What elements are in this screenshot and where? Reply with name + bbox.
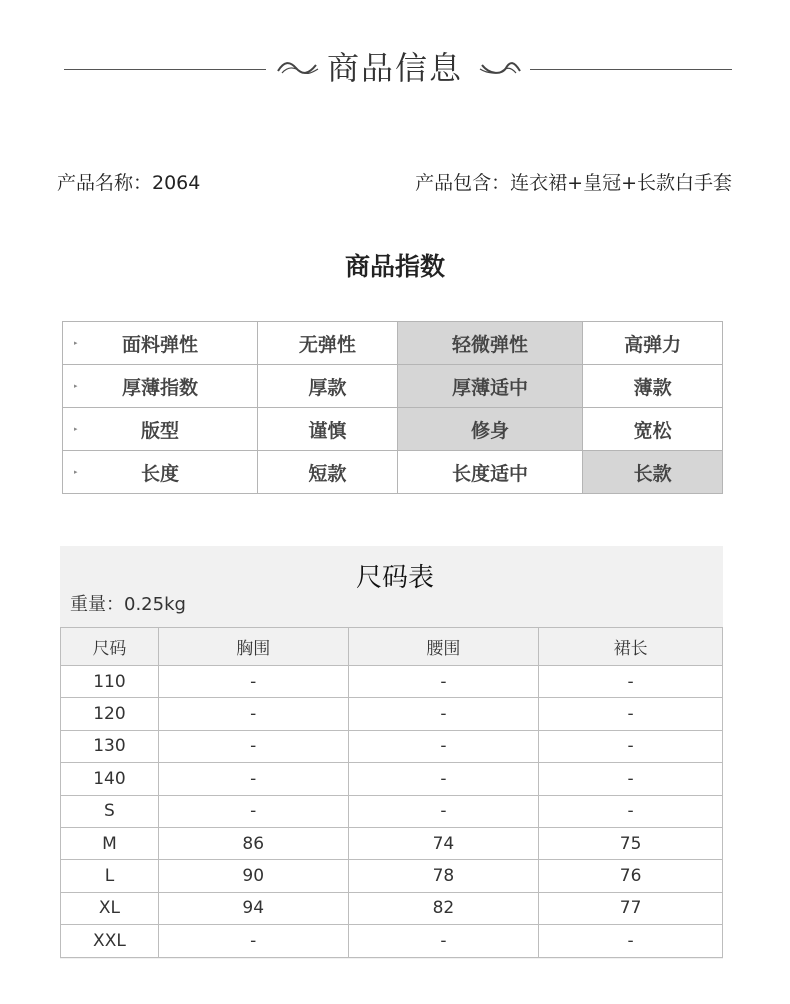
size-table-cell: 76	[539, 860, 723, 892]
size-table-cell: -	[348, 795, 539, 827]
size-table-cell: -	[539, 763, 723, 795]
size-table-cell: 77	[539, 892, 723, 924]
bullet-icon: ▸	[74, 425, 78, 433]
index-row	[63, 322, 723, 365]
size-table-row	[61, 698, 723, 730]
index-option-selected: 厚薄适中	[397, 365, 583, 408]
size-table-header-cell: 胸围	[158, 628, 348, 666]
index-row	[63, 365, 723, 408]
index-row-label	[63, 451, 258, 494]
product-index-table	[62, 321, 723, 494]
index-row-label	[63, 322, 258, 365]
size-table-cell: -	[539, 666, 723, 698]
index-label-text: 厚薄指数	[121, 376, 198, 399]
size-table-row	[61, 763, 723, 795]
size-table	[60, 627, 723, 958]
size-table-cell: 78	[348, 860, 539, 892]
size-table-cell: 75	[539, 827, 723, 859]
header-divider-right	[530, 69, 732, 70]
size-table-cell: -	[539, 925, 723, 957]
size-table-cell: -	[158, 698, 348, 730]
size-table-row	[61, 795, 723, 827]
size-table-row	[61, 730, 723, 762]
size-table-header	[61, 628, 723, 666]
index-option-selected: 修身	[397, 408, 583, 451]
size-table-cell: S	[61, 795, 159, 827]
index-option: 长度适中	[397, 451, 583, 494]
size-table-row	[61, 860, 723, 892]
size-table-cell: -	[158, 763, 348, 795]
size-table-cell: -	[348, 730, 539, 762]
size-chart-title: 尺码表	[355, 563, 434, 593]
index-label-text: 版型	[140, 419, 179, 442]
index-option: 高弹力	[583, 322, 723, 365]
size-table-cell: 94	[158, 892, 348, 924]
product-includes: 产品包含：连衣裙+皇冠+长款白手套	[415, 172, 732, 194]
size-table-row	[61, 892, 723, 924]
size-table-cell: 82	[348, 892, 539, 924]
size-table-cell: 74	[348, 827, 539, 859]
size-table-row	[61, 827, 723, 859]
bullet-icon: ▸	[74, 382, 78, 390]
size-table-cell: 120	[61, 698, 159, 730]
size-table-cell: -	[158, 666, 348, 698]
size-table-cell: -	[539, 730, 723, 762]
index-option: 谨慎	[258, 408, 398, 451]
index-label-text: 长度	[140, 462, 179, 485]
size-table-cell: L	[61, 860, 159, 892]
size-table-cell: -	[348, 698, 539, 730]
size-table-cell: -	[539, 795, 723, 827]
index-option: 薄款	[583, 365, 723, 408]
bullet-icon: ▸	[74, 468, 78, 476]
size-table-cell: 130	[61, 730, 159, 762]
size-table-header-cell: 裙长	[539, 628, 723, 666]
index-option-selected: 长款	[583, 451, 723, 494]
page-title: 商品信息	[326, 49, 463, 87]
index-option: 无弹性	[258, 322, 398, 365]
index-row	[63, 451, 723, 494]
header-divider-left	[64, 69, 266, 70]
size-table-cell: -	[348, 666, 539, 698]
index-row-label	[63, 408, 258, 451]
size-table-cell: -	[348, 925, 539, 957]
size-table-cell: -	[348, 763, 539, 795]
size-table-cell: 86	[158, 827, 348, 859]
index-option: 宽松	[583, 408, 723, 451]
flourish-left-icon	[276, 56, 320, 80]
size-table-row	[61, 666, 723, 698]
size-table-cell: -	[539, 698, 723, 730]
product-name: 产品名称：2064	[57, 172, 201, 194]
flourish-right-icon	[478, 56, 522, 80]
size-table-cell: XXL	[61, 925, 159, 957]
weight-label: 重量：0.25kg	[70, 594, 186, 615]
size-table-cell: -	[158, 730, 348, 762]
index-option-selected: 轻微弹性	[397, 322, 583, 365]
size-table-cell: M	[61, 827, 159, 859]
bullet-icon: ▸	[74, 339, 78, 347]
size-table-cell: -	[158, 925, 348, 957]
index-row	[63, 408, 723, 451]
size-table-cell: 140	[61, 763, 159, 795]
index-option: 厚款	[258, 365, 398, 408]
size-table-cell: -	[158, 795, 348, 827]
size-table-cell: 90	[158, 860, 348, 892]
size-table-header-cell: 尺码	[61, 628, 159, 666]
index-label-text: 面料弹性	[121, 333, 198, 356]
size-table-header-cell: 腰围	[348, 628, 539, 666]
size-table-cell: XL	[61, 892, 159, 924]
index-row-label	[63, 365, 258, 408]
size-table-row	[61, 925, 723, 957]
index-option: 短款	[258, 451, 398, 494]
size-table-cell: 110	[61, 666, 159, 698]
index-title: 商品指数	[344, 252, 445, 281]
